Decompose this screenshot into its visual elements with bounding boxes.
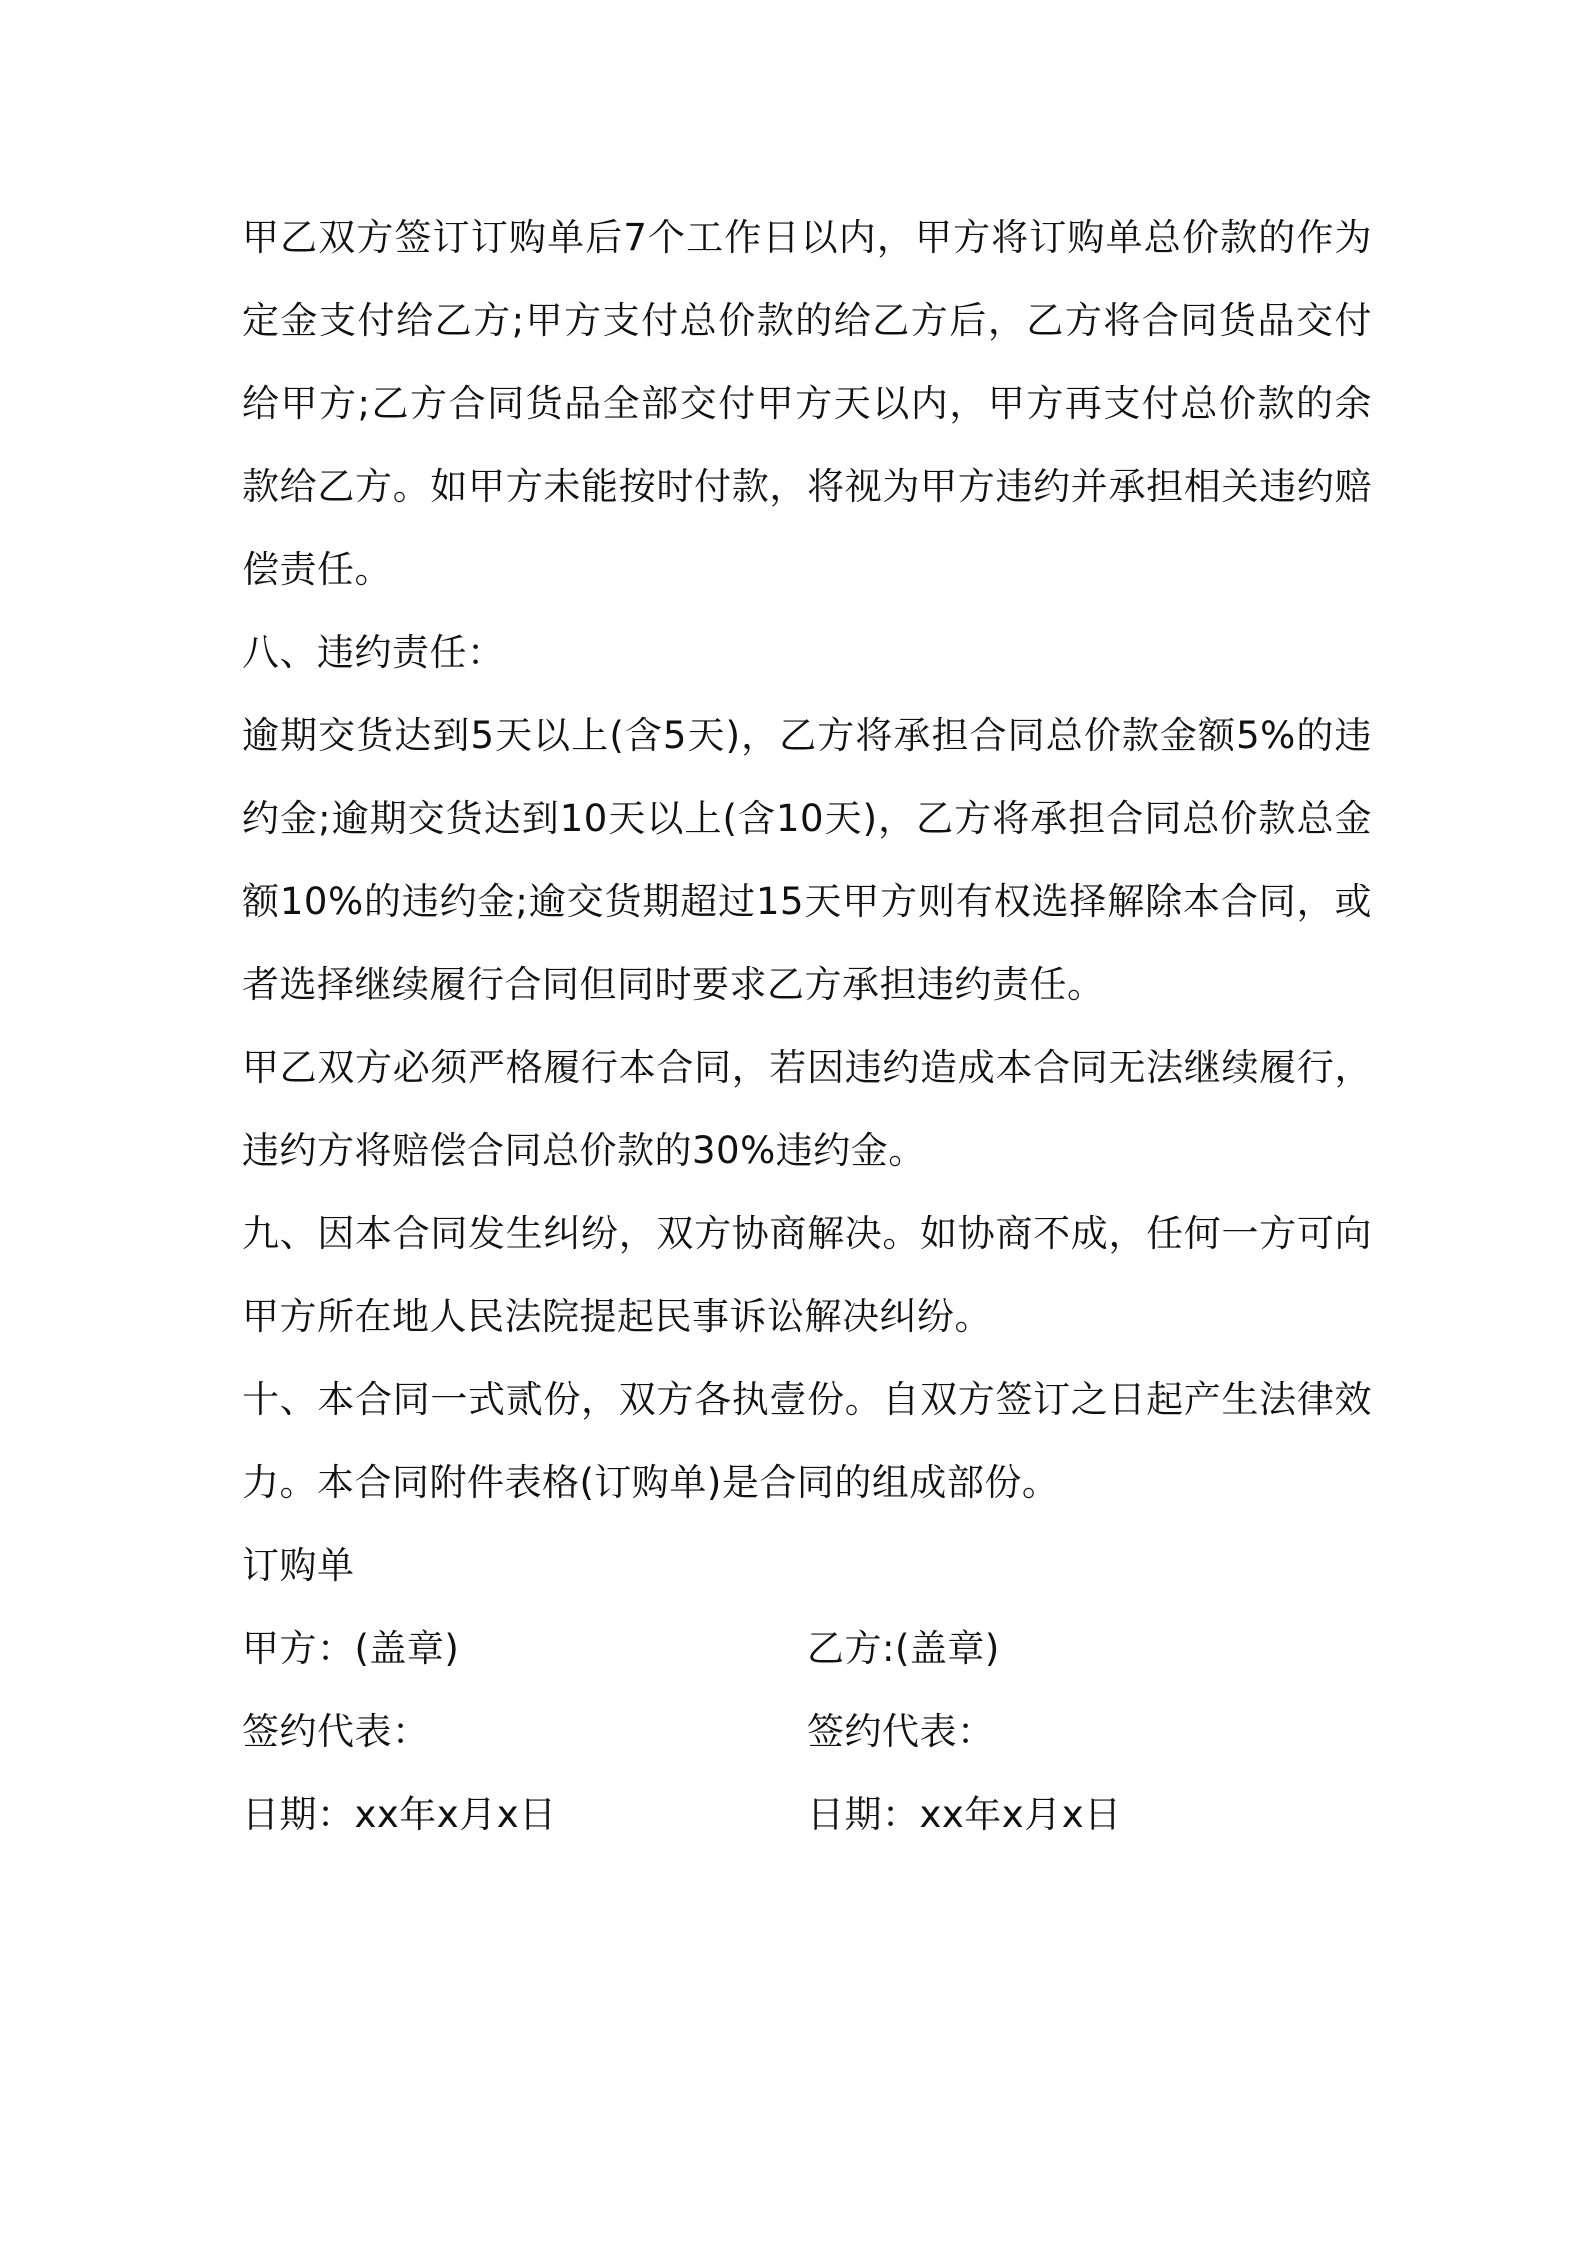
party-a-representative: 签约代表：	[242, 1710, 430, 1753]
document-body	[242, 196, 1372, 1856]
payment-terms-paragraph: 甲乙双方签订订购单后7个工作日以内，甲方将订购单总价款的作为定金支付给乙方;甲方支付总价款的给乙方后，乙方将合同货品交付给甲方;乙方合同货品全部交付甲方天以内，甲方再支付总价款的余款给乙方。如甲方未能按时付款，将视为甲方违约并承担相关违约赔偿责任。	[242, 216, 1372, 591]
seal-row	[242, 1607, 1372, 1690]
section-heading-breach: 八、违约责任：	[242, 631, 505, 674]
order-form-label: 订购单	[242, 1544, 355, 1587]
party-a-seal: 甲方：(盖章)	[242, 1627, 460, 1670]
party-b-representative: 签约代表：	[807, 1710, 995, 1753]
contract-copies-paragraph: 十、本合同一式贰份，双方各执壹份。自双方签订之日起产生法律效力。本合同附件表格(订购单)是合同的组成部份。	[242, 1378, 1372, 1504]
signature-block	[242, 1607, 1372, 1856]
representative-row	[242, 1690, 1372, 1773]
dispute-resolution-paragraph: 九、因本合同发生纠纷，双方协商解决。如协商不成，任何一方可向甲方所在地人民法院提起民事诉讼解决纠纷。	[242, 1212, 1372, 1338]
party-a-date: 日期：xx年x月x日	[242, 1793, 557, 1836]
party-b-seal: 乙方:(盖章)	[807, 1627, 1000, 1670]
late-delivery-paragraph: 逾期交货达到5天以上(含5天)，乙方将承担合同总价款金额5%的违约金;逾期交货达到10天以上(含10天)，乙方将承担合同总价款总金额10%的违约金;逾交货期超过15天甲方则有权选择解除本合同，或者选择继续履行合同但同时要求乙方承担违约责任。	[242, 714, 1372, 1006]
date-row	[242, 1773, 1372, 1856]
party-b-date: 日期：xx年x月x日	[807, 1793, 1122, 1836]
strict-performance-paragraph: 甲乙双方必须严格履行本合同，若因违约造成本合同无法继续履行，违约方将赔偿合同总价款的30%违约金。	[242, 1046, 1372, 1172]
